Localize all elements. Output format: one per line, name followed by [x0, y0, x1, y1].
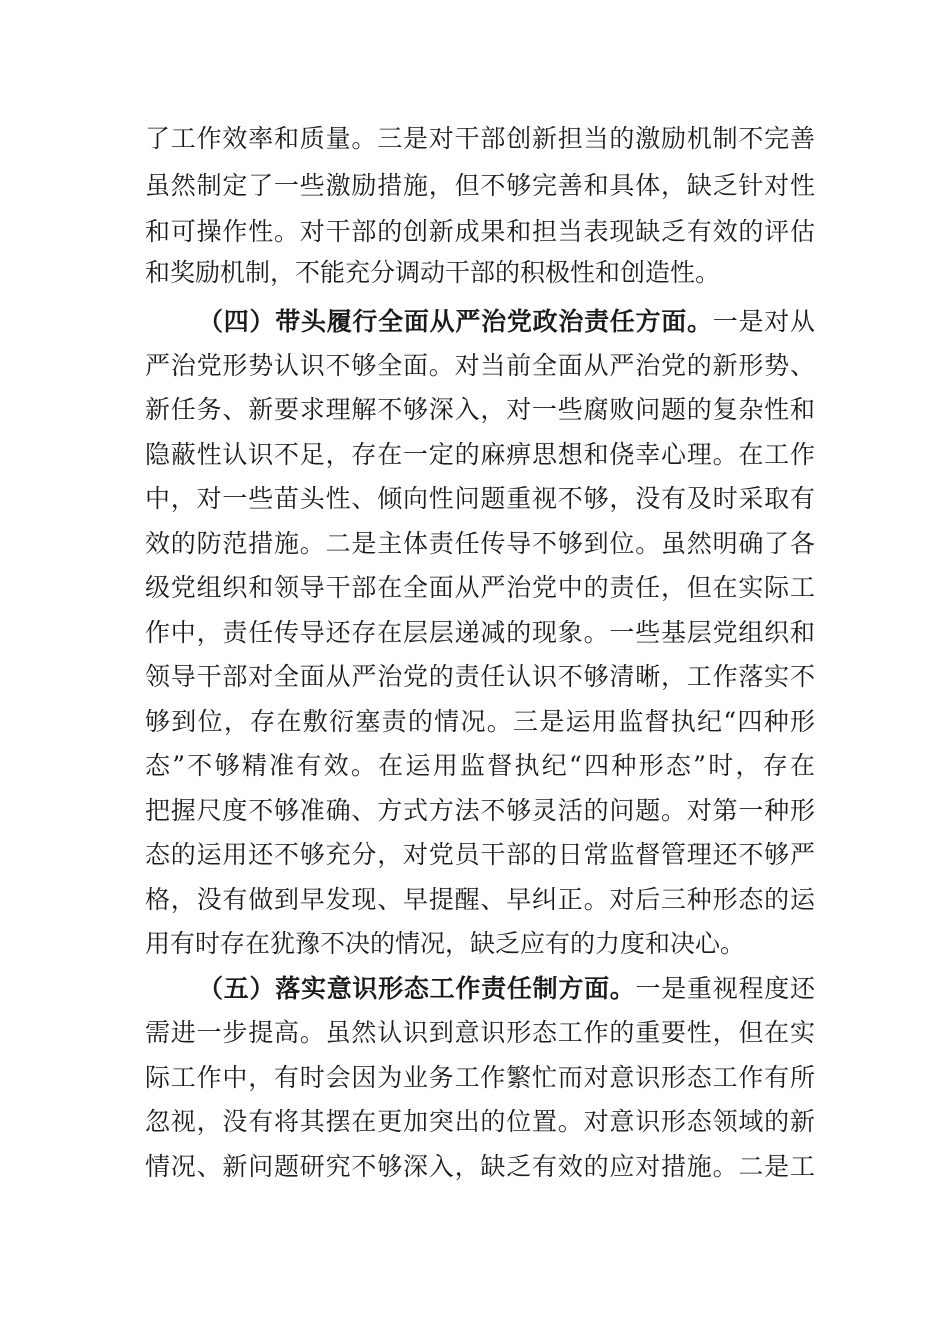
text-line: 领导干部对全面从严治党的责任认识不够清晰，工作落实不	[145, 662, 815, 691]
text-line: 和奖励机制，不能充分调动干部的积极性和创造性。	[145, 258, 721, 287]
text-line: 态的运用还不够充分，对党员干部的日常监督管理还不够严	[145, 840, 815, 869]
text-line: 隐蔽性认识不足，存在一定的麻痹思想和侥幸心理。在工作	[145, 440, 815, 469]
text-line: 需进一步提高。虽然认识到意识形态工作的重要性，但在实	[145, 1018, 815, 1047]
text-line: 中，对一些苗头性、倾向性问题重视不够，没有及时采取有	[145, 484, 815, 513]
section-heading: （五）落实意识形态工作责任制方面。	[198, 974, 636, 1003]
text-span: 一是对从	[712, 307, 815, 336]
text-line: 够到位，存在敷衍塞责的情况。三是运用监督执纪“四种形	[145, 707, 815, 736]
text-line: 和可操作性。对干部的创新成果和担当表现缺乏有效的评估	[145, 217, 815, 246]
paragraph-heading-line	[198, 300, 815, 344]
section-heading: （四）带头履行全面从严治党政治责任方面。	[198, 307, 713, 336]
text-line: 格，没有做到早发现、早提醒、早纠正。对后三种形态的运	[145, 885, 815, 914]
text-line: 了工作效率和质量。三是对干部创新担当的激励机制不完善	[145, 124, 815, 153]
text-line: 用有时存在犹豫不决的情况，缺乏应有的力度和决心。	[145, 929, 746, 958]
text-line: 情况、新问题研究不够深入，缺乏有效的应对措施。二是工	[145, 1152, 815, 1181]
text-line: 虽然制定了一些激励措施，但不够完善和具体，缺乏针对性	[145, 171, 815, 200]
text-line: 际工作中，有时会因为业务工作繁忙而对意识形态工作有所	[145, 1063, 815, 1092]
text-span: 一是重视程度还	[635, 974, 815, 1003]
text-line: 忽视，没有将其摆在更加突出的位置。对意识形态领域的新	[145, 1107, 815, 1136]
text-line: 态”不够精准有效。在运用监督执纪“四种形态”时，存在	[145, 751, 815, 780]
paragraph-heading-line	[198, 967, 815, 1011]
text-line: 新任务、新要求理解不够深入，对一些腐败问题的复杂性和	[145, 395, 815, 424]
text-line: 级党组织和领导干部在全面从严治党中的责任，但在实际工	[145, 573, 815, 602]
text-line: 作中，责任传导还存在层层递减的现象。一些基层党组织和	[145, 618, 815, 647]
text-line: 效的防范措施。二是主体责任传导不够到位。虽然明确了各	[145, 529, 815, 558]
text-line: 严治党形势认识不够全面。对当前全面从严治党的新形势、	[145, 351, 815, 380]
text-line: 把握尺度不够准确、方式方法不够灵活的问题。对第一种形	[145, 796, 815, 825]
